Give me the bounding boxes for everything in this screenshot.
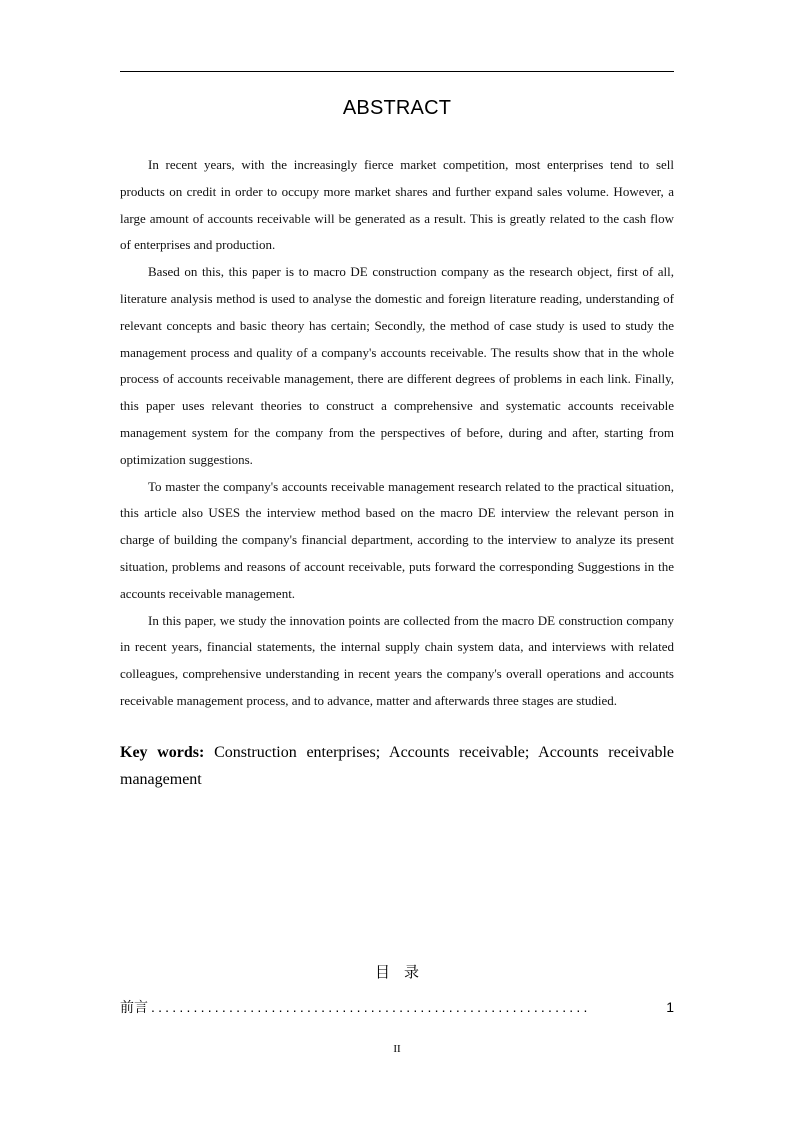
toc-entry-page: 1 <box>666 999 674 1015</box>
toc-entry[interactable] <box>120 997 674 1017</box>
keywords-text: Construction enterprises; Accounts receivable; Accounts receivable management <box>120 744 675 788</box>
abstract-paragraph: In recent years, with the increasingly fierce market competition, most enterprises tend to sell products on credit in order to occupy more market shares and further expand sales volume. However, a large amount of accounts receivable will be generated as a result. This is greatly related to the cash flow of enterprises and production. <box>120 157 674 253</box>
header-rule <box>120 71 674 72</box>
abstract-paragraph: In this paper, we study the innovation points are collected from the macro DE construction company in recent years, financial statements, the internal supply chain system data, and interviews with related colleagues, comprehensive understanding in recent years the company's overall operations and accounts receivable management process, and to advance, matter and afterwards three stages are studied. <box>120 612 674 708</box>
toc-title: 目录 <box>374 963 433 981</box>
abstract-title: ABSTRACT <box>342 97 452 119</box>
keywords <box>120 739 674 793</box>
abstract-paragraph: Based on this, this paper is to macro DE construction company as the research object, first of all, literature analysis method is used to analyse the domestic and foreign literature reading, understanding of relevant concepts and basic theory has certain; Secondly, the method of case study is used to study the management process and quality of a company's accounts receivable. The results show that in the whole process of accounts receivable management, there are different degrees of problems in each link. Finally, this paper uses relevant theories to construct a comprehensive and systematic accounts receivable management system for the company from the perspectives of before, during and after, starting from optimization suggestions. <box>120 264 674 467</box>
page-number: II <box>393 1043 401 1055</box>
toc-leader-dots: .............................................................. <box>151 999 591 1015</box>
abstract-body <box>120 152 674 715</box>
toc-entry-label: 前言 <box>120 1000 148 1016</box>
abstract-paragraph: To master the company's accounts receivable management research related to the practical situation, this article also USES the interview method based on the macro DE interview the relevant person in charge of building the company's financial department, according to the interview to analyze its present situation, problems and reasons of account receivable, puts forward the corresponding Suggestions in the accounts receivable management. <box>120 478 674 601</box>
keywords-label: Key words: <box>120 744 205 761</box>
